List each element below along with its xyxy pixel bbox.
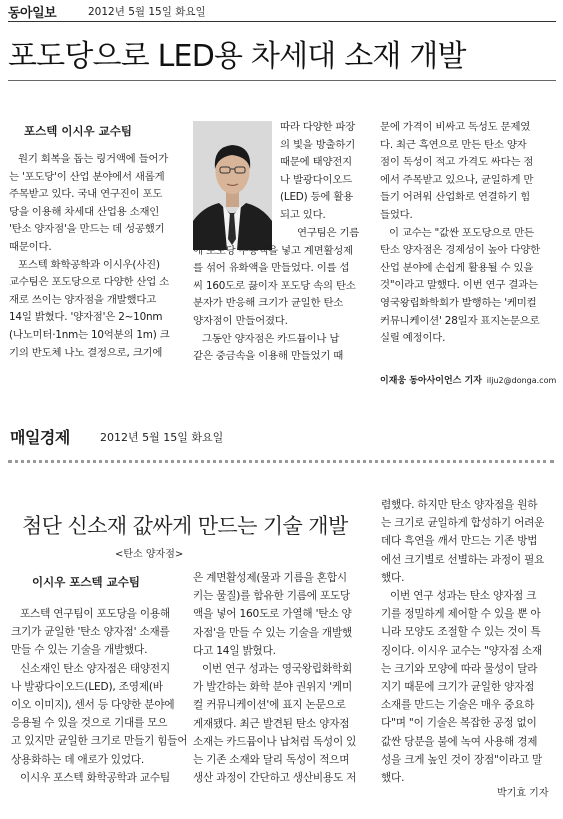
text-line: 다. 최근 흑연으로 만든 탄소 양자 — [380, 138, 527, 151]
text-line: 은 계면활성제(물과 기름을 혼합시 — [193, 572, 347, 584]
text-line: 점이 독성이 적고 가격도 싸다는 점 — [380, 156, 534, 169]
subheadline: <탄소 양자점> — [115, 549, 184, 560]
text-line: 렴했다. 하지만 탄소 양자점을 원하 — [381, 499, 538, 511]
article2-column-1 — [11, 605, 188, 787]
text-line: 상용화하는 데 애로가 있었다. — [11, 753, 145, 766]
article2-column-2 — [193, 569, 365, 787]
text-line: 게재됐다. 최근 발견된 탄소 양자점 — [193, 717, 350, 730]
text-line: 때문이다. — [9, 240, 52, 253]
text-line: 같은 중금속을 이용해 만들었기 때 — [193, 350, 344, 363]
headline-rule — [8, 80, 556, 81]
headline: 첨단 신소재 값싸게 만드는 기술 개발 — [22, 514, 348, 538]
text-line: 주목받고 있다. 국내 연구진이 포도 — [9, 188, 163, 201]
text-line: 포스텍 연구팀이 포도당을 이용해 — [20, 608, 170, 620]
byline: 포스텍 이시우 교수팀 — [24, 124, 132, 138]
article1-column-3 — [380, 119, 558, 348]
text-line: 값싼 당분을 불에 녹여 사용해 경제 — [381, 735, 538, 748]
article1-column-1 — [9, 151, 181, 362]
headline: 포도당으로 LED용 차세대 소재 개발 — [8, 39, 466, 74]
text-line: 에선 크기별로 선별하는 과정이 필요 — [381, 553, 545, 566]
text-line: 는 크기와 모양에 따라 물성이 달라 — [381, 662, 538, 675]
text-line: 들기 어려워 산업화로 연결하기 힘 — [380, 191, 531, 204]
text-line: 가 발간하는 화학 분야 권위지 '케미 — [193, 681, 353, 694]
text-line: 자점'을 만들 수 있는 기술을 개발했 — [193, 626, 353, 639]
text-line: 이시우 포스텍 화학공학과 교수팀 — [20, 771, 170, 784]
text-line: 교수팀은 포도당으로 다양한 산업 소 — [9, 276, 169, 289]
text-line: 신소재인 탄소 양자점은 태양전지 — [20, 662, 170, 675]
text-line: 나 발광다이오드 — [280, 173, 352, 186]
publication-date: 2012년 5월 15일 화요일 — [88, 6, 206, 18]
text-line: 나 발광다이오드(LED), 조영제(바 — [11, 680, 163, 693]
text-line: 연구팀은 기름 — [297, 227, 360, 239]
text-line: 의 빛을 방출하기 — [280, 138, 356, 151]
text-line: 따라 다양한 파장 — [280, 121, 356, 133]
text-line: 소재는 카드뮴이나 납처럼 독성이 있 — [193, 735, 357, 748]
text-line: 포스텍 화학공학과 이시우(사진) — [18, 258, 160, 271]
reporter-credit: 박기효 기자 — [497, 788, 549, 799]
text-line: 원기 회복을 돕는 링거액에 들어가 — [18, 153, 169, 165]
newspaper-name: 동아일보 — [8, 6, 57, 21]
text-line: 데다 흑연을 깨서 만드는 기존 방법 — [381, 535, 538, 548]
header-rule — [8, 460, 554, 463]
text-line: 키는 물질)를 함유한 기름에 포도당 — [193, 590, 351, 603]
text-line: 응용될 수 있을 것으로 기대를 모으 — [11, 717, 168, 730]
text-line: 문에 가격이 비싸고 독성도 문제였 — [380, 121, 531, 133]
text-line: 크기가 균일한 '탄소 양자점' 소재를 — [11, 626, 170, 639]
publication-date: 2012년 5월 15일 화요일 — [100, 431, 224, 444]
text-line: 생산 과정이 간단하고 생산비용도 저 — [193, 772, 357, 785]
text-line: 액을 넣어 160도로 가열해 '탄소 양 — [193, 608, 352, 621]
newspaper-name: 매일경제 — [10, 428, 70, 447]
text-line: 다"며 "이 기술은 복잡한 공정 없이 — [381, 717, 537, 730]
text-line: 그동안 양자점은 카드뮴이나 납 — [202, 332, 340, 345]
text-line: 커뮤니케이션' 28일자 표지논문으로 — [380, 314, 540, 327]
text-line: 다고 14일 밝혔다. — [193, 644, 276, 657]
text-line: 고 있지만 균일한 크기로 만들기 힘들어 — [11, 735, 188, 748]
text-line: 에서 주목받고 있으나, 균일하게 만 — [380, 173, 534, 186]
text-line: 것"이라고 말했다. 이번 연구 결과는 — [380, 279, 538, 292]
text-line: 했다. — [381, 772, 405, 785]
text-line: 산업 분야에 손쉽게 활용될 수 있을 — [380, 261, 534, 274]
text-line: 에 포도당 수용액을 넣고 계면활성제 — [193, 244, 353, 257]
text-line: 14일 밝혔다. '양자점'은 2~10nm — [9, 311, 163, 324]
text-line: 양자점이 만들어졌다. — [193, 314, 288, 327]
text-line: 탄소 양자점은 경제성이 높아 다양한 — [380, 244, 540, 257]
text-line: 했다. — [381, 571, 405, 584]
article2-column-3 — [381, 496, 557, 787]
text-line: 실릴 예정이다. — [380, 332, 446, 345]
text-line: 기의 반도체 나노 결정으로, 크기에 — [9, 346, 163, 359]
text-line: 때문에 태양전지 — [280, 156, 352, 169]
text-line: 되고 있다. — [280, 208, 326, 221]
text-line: 씨 160도로 끓이자 포도당 속의 탄소 — [193, 279, 356, 292]
text-line: 성을 크게 높인 것이 장점"이라고 말 — [381, 753, 542, 766]
text-line: 를 섞어 유화액을 만들었다. 이를 섭 — [193, 262, 350, 275]
article1-column-2-top — [280, 119, 372, 225]
text-line: 소재를 만드는 기술은 매우 중요하 — [381, 699, 535, 712]
text-line: 이번 연구 성과는 영국왕립화학회 — [202, 663, 352, 676]
text-line: (나노미터·1nm는 10억분의 1m) 크 — [9, 328, 170, 341]
text-line: 지기 때문에 크기가 균일한 양자점 — [381, 681, 535, 694]
text-line: 컬 커뮤니케이션'에 표지 논문으로 — [193, 699, 346, 712]
text-line: 영국왕립화학회가 발행하는 '케미컬 — [380, 296, 537, 309]
article1-column-2-bottom — [193, 225, 373, 366]
text-line: 는 기존 소재와 달리 독성이 적으며 — [193, 754, 350, 767]
text-line: 들었다. — [380, 208, 413, 221]
text-line: '탄소 양자점'을 만드는 데 성공했기 — [9, 223, 165, 236]
text-line: 는 크기로 균일하게 합성하기 어려운 — [381, 517, 545, 530]
header-rule — [8, 21, 556, 22]
reporter-credit — [380, 373, 556, 386]
text-line: 이 교수는 "값싼 포도당으로 만든 — [389, 226, 534, 239]
reporter-email: ilju2@donga.com — [486, 376, 557, 385]
text-line: 분자가 반응해 크기가 균일한 탄소 — [193, 297, 344, 310]
text-line: 재로 쓰이는 양자점을 개발했다고 — [9, 293, 157, 306]
text-line: 기를 정밀하게 제어할 수 있을 뿐 아 — [381, 608, 541, 621]
text-line: 이번 연구 성과는 탄소 양자점 크 — [390, 590, 537, 603]
text-line: 니라 모양도 조절할 수 있는 것이 특 — [381, 626, 541, 639]
text-line: 당을 이용해 차세대 산업용 소재인 — [9, 205, 160, 218]
text-line: 는 '포도당'이 산업 분야에서 새롭게 — [9, 170, 165, 183]
text-line: 징이다. 이시우 교수는 "양자점 소재 — [381, 644, 542, 657]
reporter-name: 이재웅 동아사이언스 기자 — [380, 376, 482, 386]
byline: 이시우 포스텍 교수팀 — [32, 575, 140, 589]
text-line: (LED) 등에 활용 — [280, 191, 354, 204]
text-line: 이오 이미지), 센서 등 다양한 분야에 — [11, 699, 175, 712]
text-line: 만들 수 있는 기술을 개발했다. — [11, 644, 148, 657]
